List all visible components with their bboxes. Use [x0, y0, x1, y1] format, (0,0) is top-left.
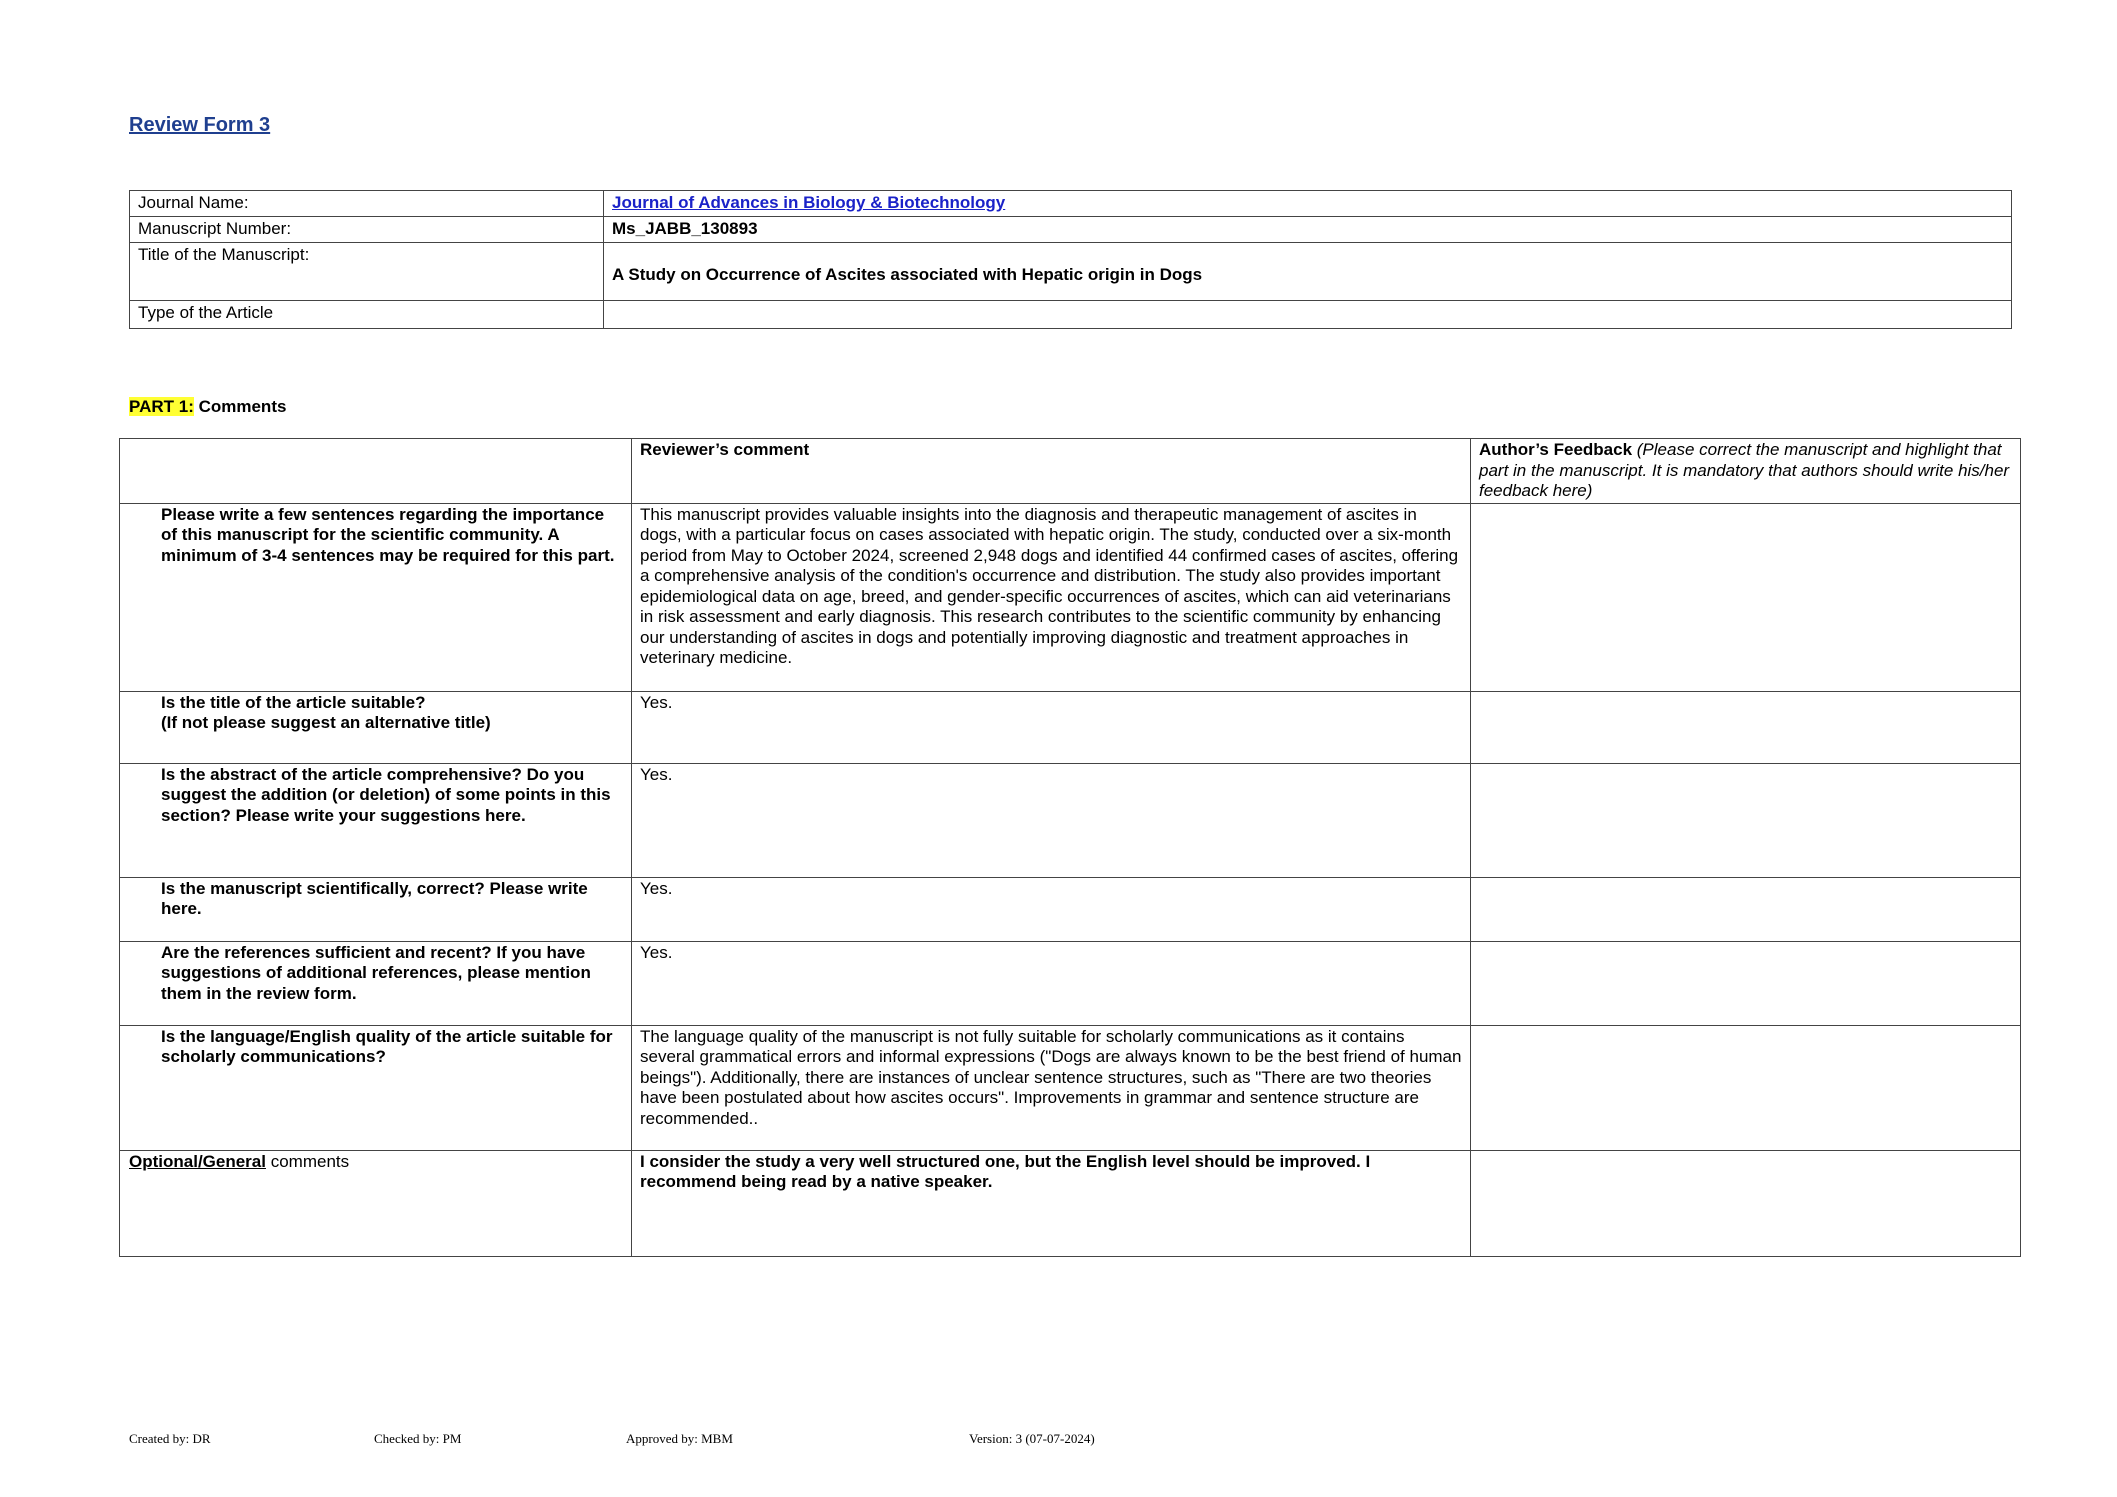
table-row — [120, 763, 2021, 877]
footer-checked: Checked by: PM — [374, 1431, 462, 1446]
table-row — [120, 877, 2021, 941]
author-feedback-cell[interactable] — [1471, 1025, 2021, 1150]
reviewer-comment-cell: The language quality of the manuscript is not fully suitable for scholarly communications as it contains several grammatical errors and informal expressions ("Dogs are always known to be the best friend of human beings"). Additionally, there are instances of unclear sentence structures, such as "There are two theories have been postulated about how ascites occurs". Improvements in grammar and sentence structure are recommended.. — [632, 1025, 1471, 1150]
question-cell: Please write a few sentences regarding the importance of this manuscript for the scientific community. A minimum of 3-4 sentences may be required for this part. — [120, 503, 632, 691]
question-cell: Is the abstract of the article comprehensive? Do you suggest the addition (or deletion) of some points in this section? Please write your suggestions here. — [120, 763, 632, 877]
author-feedback-cell[interactable] — [1471, 691, 2021, 763]
reviewer-comment-heading: Reviewer’s comment — [640, 440, 810, 459]
journal-row — [130, 191, 2012, 217]
journal-link[interactable]: Journal of Advances in Biology & Biotechnology — [612, 193, 1006, 212]
general-comment-cell: I consider the study a very well structured one, but the English level should be improved. I recommend being read by a native speaker. — [632, 1150, 1471, 1256]
manuscript-title-row — [130, 243, 2012, 301]
author-feedback-heading: Author’s Feedback — [1479, 440, 1633, 459]
part-heading — [129, 397, 286, 417]
question-cell: Is the language/English quality of the article suitable for scholarly communications? — [120, 1025, 632, 1150]
manuscript-title-label: Title of the Manuscript: — [130, 243, 604, 301]
general-comments-label — [120, 1150, 632, 1256]
reviewer-comment-header — [632, 439, 1471, 504]
general-comments-row — [120, 1150, 2021, 1256]
part-title: Comments — [193, 397, 287, 416]
reviewer-comment-cell: Yes. — [632, 763, 1471, 877]
form-title: Review Form 3 — [129, 114, 271, 136]
manuscript-number-value: Ms_JABB_130893 — [604, 217, 2012, 243]
table-row — [120, 691, 2021, 763]
author-feedback-cell[interactable] — [1471, 877, 2021, 941]
question-cell: Is the manuscript scientifically, correct? Please write here. — [120, 877, 632, 941]
manuscript-number-row — [130, 217, 2012, 243]
journal-label: Journal Name: — [130, 191, 604, 217]
author-feedback-cell[interactable] — [1471, 941, 2021, 1025]
manuscript-number-label: Manuscript Number: — [130, 217, 604, 243]
header-row — [120, 439, 2021, 504]
footer-version: Version: 3 (07-07-2024) — [969, 1431, 1095, 1446]
header-empty-cell — [120, 439, 632, 504]
reviewer-comment-cell: This manuscript provides valuable insights into the diagnosis and therapeutic management of ascites in dogs, with a particular focus on cases associated with hepatic origin. The study, conducted over a six-month period from May to October 2024, screened 2,948 dogs and identified 44 confirmed cases of ascites, offering a comprehensive analysis of the condition's occurrence and distribution. The study also provides important epidemiological data on age, breed, and gender-specific occurrences of ascites, which can aid veterinarians in risk assessment and early diagnosis. This research contributes to the scientific community by enhancing our understanding of ascites in dogs and potentially improving diagnostic and treatment approaches in veterinary medicine. — [632, 503, 1471, 691]
general-comments-label-rest: comments — [265, 1151, 350, 1171]
article-type-row — [130, 301, 2012, 329]
author-feedback-cell[interactable] — [1471, 763, 2021, 877]
journal-value-cell — [604, 191, 2012, 217]
manuscript-title-value: A Study on Occurrence of Ascites associated with Hepatic origin in Dogs — [604, 243, 2012, 301]
author-feedback-cell[interactable] — [1471, 503, 2021, 691]
reviewer-comment-cell: Yes. — [632, 941, 1471, 1025]
author-feedback-instructions: (Please correct the manuscript and highlight that part in the manuscript. It is mandatory that authors should write his/her feedback here) — [1479, 440, 2010, 500]
table-row — [120, 1025, 2021, 1150]
footer-created: Created by: DR — [129, 1431, 211, 1446]
question-cell: Are the references sufficient and recent? If you have suggestions of additional references, please mention them in the review form. — [120, 941, 632, 1025]
general-feedback-cell[interactable] — [1471, 1150, 2021, 1256]
article-type-value — [604, 301, 2012, 329]
question-cell: Is the title of the article suitable? (If not please suggest an alternative title) — [120, 691, 632, 763]
author-feedback-header — [1471, 439, 2021, 504]
manuscript-info-table — [129, 190, 2012, 329]
table-row — [120, 941, 2021, 1025]
general-comments-label-underlined: Optional/General — [129, 1151, 266, 1171]
reviewer-comment-cell: Yes. — [632, 691, 1471, 763]
footer-approved: Approved by: MBM — [626, 1431, 733, 1446]
article-type-label: Type of the Article — [130, 301, 604, 329]
part-label: PART 1: — [129, 397, 194, 416]
table-row — [120, 503, 2021, 691]
reviewer-comment-cell: Yes. — [632, 877, 1471, 941]
comments-table — [119, 438, 2021, 1257]
